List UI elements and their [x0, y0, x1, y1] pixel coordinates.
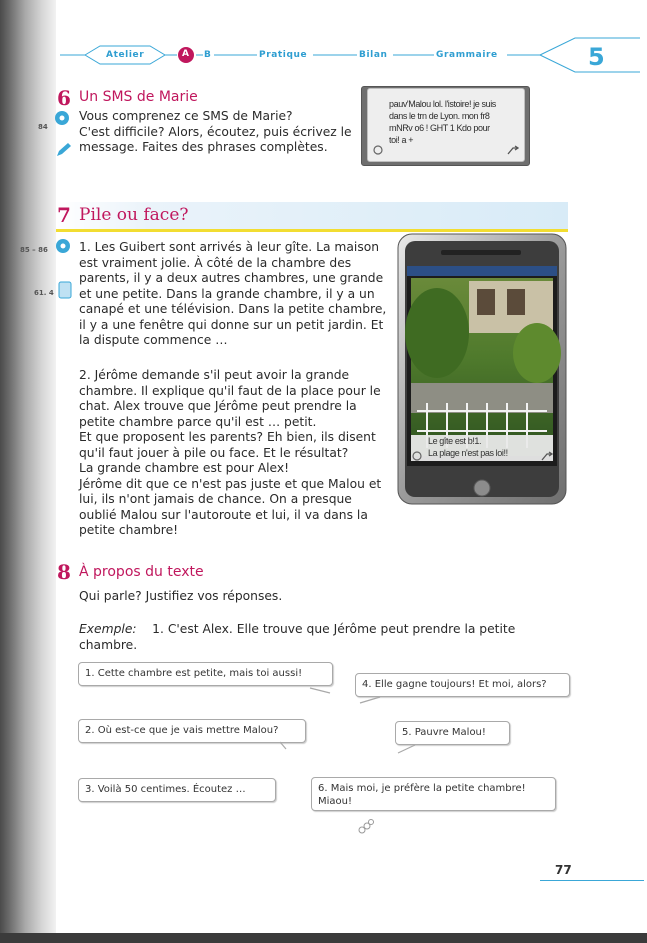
sms-status-icon [412, 451, 422, 461]
speech-bubble-4: 4. Elle gagne toujours! Et moi, alors? [355, 673, 570, 697]
exercise-8-instruction: Qui parle? Justifiez vos réponses. [79, 589, 283, 603]
instruction-line: message. Faites des phrases complètes. [79, 140, 328, 154]
exercise-6-instructions [79, 109, 352, 156]
example-label: Exemple: [79, 622, 137, 636]
example-answer: 1. C'est Alex. Elle trouve que Jérôme peut prendre la petite [152, 622, 516, 636]
workbook-ref: 61. 4 [34, 289, 54, 297]
page-number: 77 [555, 863, 572, 877]
book-spine-shadow [0, 0, 56, 943]
caption-line: La plage n'est pas loi!! [428, 448, 508, 458]
sms-message-text [389, 98, 496, 146]
text-line: lui, ils n'ont jamais de chance. On a presque [79, 492, 352, 506]
exercise-7-underline [56, 229, 568, 232]
exercise-7-number: 7 [57, 203, 71, 227]
sms-line: dans le trn de Lyon. mon fr8 [389, 111, 490, 121]
text-line: il y a une fenêtre qui donne sur un petit jardin. Et [79, 317, 384, 332]
page-number-rule [540, 880, 644, 881]
audio-cd-icon[interactable] [55, 238, 71, 254]
bubble-tails [280, 683, 580, 853]
pencil-icon [55, 142, 73, 158]
caption-line: Le gîte est b!1. [428, 436, 482, 446]
exercise-8-title: À propos du texte [79, 564, 204, 580]
instruction-line: Vous comprenez ce SMS de Marie? [79, 109, 293, 123]
speech-bubble-1: 1. Cette chambre est petite, mais toi aussi! [78, 662, 333, 686]
nav-atelier[interactable]: Atelier [106, 50, 145, 60]
nav-a[interactable]: A [182, 49, 190, 59]
speech-bubble-2: 2. Où est-ce que je vais mettre Malou? [78, 719, 306, 743]
text-line: chat. Alex trouve que Jérôme peut prendre la [79, 399, 357, 413]
example-answer-cont: chambre. [79, 637, 138, 652]
sms-line: pauv'Malou lol. l'istoire! je suis [389, 99, 496, 109]
speech-bubble-5: 5. Pauvre Malou! [395, 721, 510, 745]
text-line: petite chambre parce qu'il est … petit. [79, 414, 317, 429]
nav-bilan[interactable]: Bilan [359, 50, 388, 60]
sms-status-icon [373, 145, 383, 155]
audio-track-ref: 84 [38, 123, 48, 131]
exercise-7-paragraph-2 [79, 368, 381, 539]
text-line: et une petite. Dans la grande chambre, il y a un [79, 286, 375, 301]
audio-cd-icon[interactable] [54, 110, 70, 126]
exercise-6-title: Un SMS de Marie [79, 89, 198, 105]
cat-paw-icon [356, 817, 376, 837]
text-line: qu'il faut jouer à pile ou face. Et le résultat? [79, 445, 349, 460]
bubble-line: Miaou! [318, 796, 352, 807]
bottom-scan-edge [0, 933, 647, 943]
workbook-icon [58, 281, 72, 299]
text-line: 1. Les Guibert sont arrivés à leur gîte. La maison [79, 240, 380, 254]
text-line: 2. Jérôme demande s'il peut avoir la grande [79, 368, 350, 382]
chapter-number: 5 [588, 43, 605, 71]
nav-lines [0, 0, 647, 80]
smartphone-illustration [397, 233, 567, 505]
text-line: parents, il y a deux autres chambres, une grande [79, 271, 384, 285]
exercise-6-number: 6 [57, 86, 71, 110]
nav-b[interactable]: B [204, 50, 212, 60]
text-line: petite chambre! [79, 523, 179, 537]
audio-track-ref: 85 – 86 [20, 246, 48, 254]
exercise-8-number: 8 [57, 560, 71, 584]
text-line: canapé et une télévision. Dans la petite chambre, [79, 302, 387, 316]
text-line: oublié Malou sur l'autoroute et lui, il va dans la [79, 507, 368, 522]
instruction-line: C'est difficile? Alors, écoutez, puis écrivez le [79, 124, 352, 139]
sms-line: toi! a + [389, 135, 414, 145]
section-navigation [0, 0, 647, 80]
text-line: est vraiment jolie. À côté de la chambre des [79, 255, 352, 270]
text-line: chambre. Il explique qu'il faut de la place pour le [79, 383, 381, 398]
phone-sms-caption [428, 435, 508, 459]
speech-bubble-3: 3. Voilà 50 centimes. Écoutez … [78, 778, 276, 802]
text-line: la dispute commence … [79, 333, 228, 347]
exercise-8-example [79, 622, 515, 653]
exercise-7-paragraph-1 [79, 240, 386, 349]
reply-arrow-icon[interactable] [507, 145, 519, 155]
reply-arrow-icon[interactable] [541, 451, 553, 461]
exercise-7-title: Pile ou face? [79, 205, 189, 225]
bubble-line: 6. Mais moi, je préfère la petite chambre! [318, 783, 526, 794]
text-line: La grande chambre est pour Alex! [79, 461, 290, 475]
sms-line: mNRv o6 ! GHT 1 Kdo pour [389, 123, 490, 133]
text-line: Et que proposent les parents? Eh bien, ils disent [79, 430, 376, 444]
nav-grammaire[interactable]: Grammaire [436, 50, 498, 60]
nav-pratique[interactable]: Pratique [259, 50, 308, 60]
text-line: Jérôme dit que ce n'est pas juste et que Malou et [79, 476, 382, 491]
